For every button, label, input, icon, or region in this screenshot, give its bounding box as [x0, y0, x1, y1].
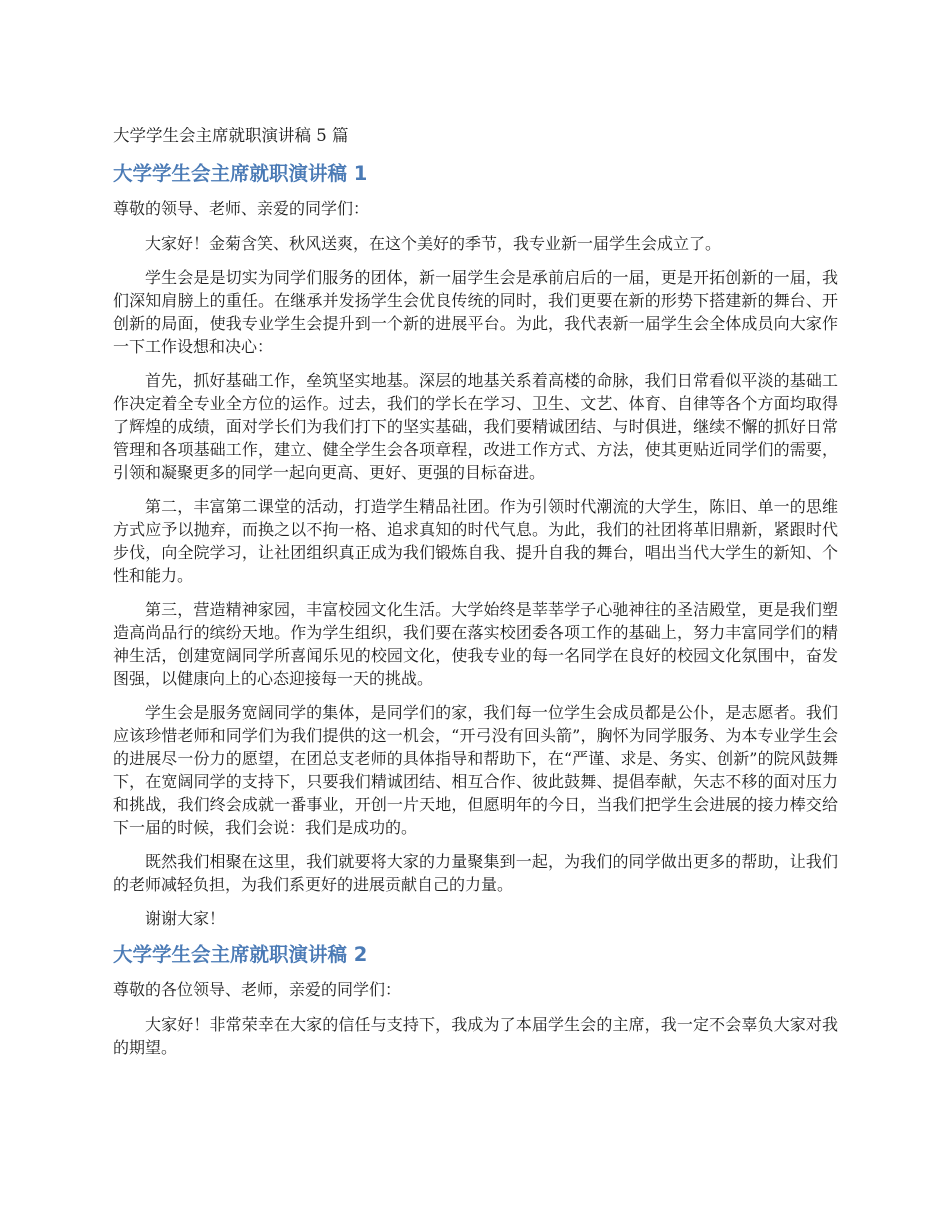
speech-1-paragraph: 首先，抓好基础工作，垒筑坚实地基。深层的地基关系着高楼的命脉，我们日常看似平淡的基础工作决定着全专业全方位的运作。过去，我们的学长在学习、卫生、文艺、体育、自律等各个方面均取得了辉煌的成绩，面对学长们为我们打下的坚实基础，我们要精诚团结、与时俱进，继续不懈的抓好日常管理和各项基础工作，建立、健全学生会各项章程，改进工作方式、方法，使其更贴近同学们的需要，引领和凝聚更多的同学一起向更高、更好、更强的目标奋进。 — [113, 371, 838, 482]
speech-2-paragraph: 大家好！非常荣幸在大家的信任与支持下，我成为了本届学生会的主席，我一定不会辜负大家对我的期望。 — [113, 1015, 838, 1057]
document-title: 大学学生会主席就职演讲稿 5 篇 — [113, 126, 349, 145]
speech-1-paragraph: 大家好！金菊含笑、秋风送爽，在这个美好的季节，我专业新一届学生会成立了。 — [145, 234, 722, 253]
speech-1-paragraph: 学生会是服务宽阔同学的集体，是同学们的家，我们每一位学生会成员都是公仆，是志愿者。我们应该珍惜老师和同学们为我们提供的这一机会，“开弓没有回头箭”，胸怀为同学服务、为本专业学生会的进展尽一份力的愿望，在团总支老师的具体指导和帮助下，在“严谨、求是、务实、创新”的院风鼓舞下，在宽阔同学的支持下，只要我们精诚团结、相互合作、彼此鼓舞、提倡奉献，矢志不移的面对压力和挑战，我们终会成就一番事业，开创一片天地，但愿明年的今日，当我们把学生会进展的接力棒交给下一届的时候，我们会说：我们是成功的。 — [113, 703, 838, 837]
speech-1-closing: 谢谢大家！ — [145, 909, 226, 928]
speech-1-paragraph: 第三，营造精神家园，丰富校园文化生活。大学始终是莘莘学子心驰神往的圣洁殿堂，更是我们塑造高尚品行的缤纷天地。作为学生组织，我们要在落实校团委各项工作的基础上，努力丰富同学们的精神生活，创建宽阔同学所喜闻乐见的校园文化，使我专业的每一名同学在良好的校园文化氛围中，奋发图强，以健康向上的心态迎接每一天的挑战。 — [113, 600, 838, 688]
speech-1-greeting: 尊敬的领导、老师、亲爱的同学们： — [113, 199, 370, 218]
speech-1-paragraph: 第二，丰富第二课堂的活动，打造学生精品社团。作为引领时代潮流的大学生，陈旧、单一的思维方式应予以抛弃，而换之以不拘一格、追求真知的时代气息。为此，我们的社团将革旧鼎新，紧跟时代步伐，向全院学习，让社团组织真正成为我们锻炼自我、提升自我的舞台，唱出当代大学生的新知、个性和能力。 — [113, 497, 838, 585]
speech-1-heading: 大学学生会主席就职演讲稿 1 — [113, 162, 368, 185]
speech-2-greeting: 尊敬的各位领导、老师，亲爱的同学们： — [113, 980, 402, 999]
speech-2-heading: 大学学生会主席就职演讲稿 2 — [113, 943, 368, 966]
speech-1 — [113, 160, 838, 930]
speech-1-paragraph: 学生会是是切实为同学们服务的团体，新一届学生会是承前启后的一届，更是开拓创新的一届，我们深知肩膀上的重任。在继承并发扬学生会优良传统的同时，我们更要在新的形势下搭建新的舞台、开创新的局面，使我专业学生会提升到一个新的进展平台。为此，我代表新一届学生会全体成员向大家作一下工作设想和决心： — [113, 268, 838, 356]
speech-1-paragraph: 既然我们相聚在这里，我们就要将大家的力量聚集到一起，为我们的同学做出更多的帮助，让我们的老师减轻负担，为我们系更好的进展贡献自己的力量。 — [113, 852, 838, 894]
speech-2 — [113, 941, 838, 1059]
